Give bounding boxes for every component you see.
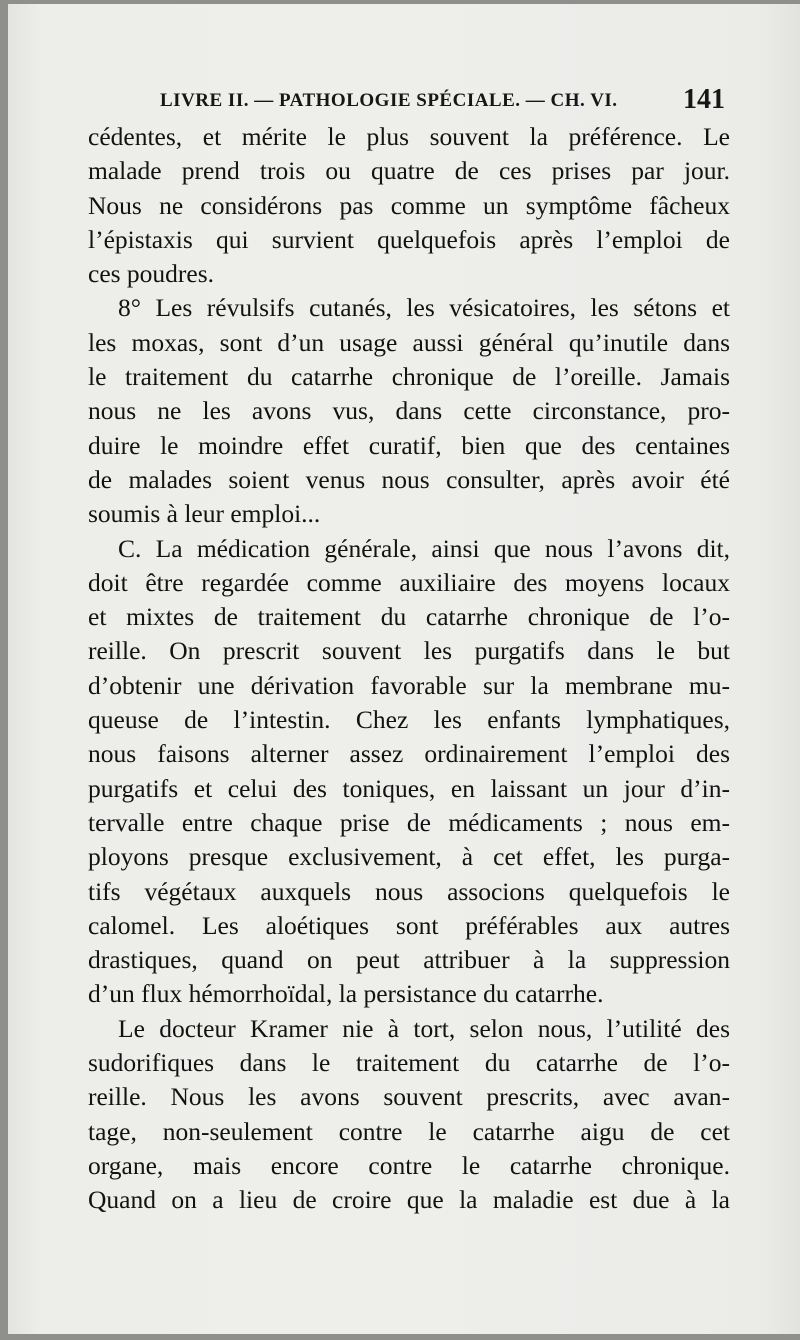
text-line: drastiques, quand on peut attribuer à la suppression [88,945,730,975]
text-line: organe, mais encore contre le catarrhe chronique. [88,1150,730,1180]
text-line: queuse de l’intestin. Chez les enfants lymphatiques, [88,705,730,735]
text-line: duire le moindre effet curatif, bien que des centaines [88,430,730,460]
text-line: reille. Nous les avons souvent prescrits, avec avan- [88,1082,730,1112]
text-line: les moxas, sont d’un usage aussi général qu’inutile dans [88,327,730,357]
text-line: et mixtes de traitement du catarrhe chronique de l’o- [88,602,730,632]
book-page [8,4,800,1334]
text-line: cédentes, et mérite le plus souvent la préférence. Le [88,122,730,151]
text-line: ployons presque exclusivement, à cet effet, les purga- [88,842,730,872]
page-header [160,84,725,120]
text-line: malade prend trois ou quatre de ces prises par jour. [88,156,730,186]
text-line: soumis à leur emploi... [88,499,321,529]
text-line: nous faisons alterner assez ordinairement l’emploi des [88,739,730,769]
text-line: sudorifiques dans le traitement du catarrhe de l’o- [88,1048,730,1078]
text-line: Le docteur Kramer nie à tort, selon nous, l’utilité des [118,1013,730,1043]
text-line: l’épistaxis qui survient quelquefois après l’emploi de [88,224,730,254]
text-line: tervalle entre chaque prise de médicaments ; nous em- [88,807,730,837]
text-line: de malades soient venus nous consulter, après avoir été [88,464,730,494]
text-line: ces poudres. [88,259,215,289]
page-number: 141 [683,84,725,115]
text-line: d’obtenir une dérivation favorable sur la membrane mu- [88,670,730,700]
text-line: tifs végétaux auxquels nous associons quelquefois le [88,876,730,906]
text-line: calomel. Les aloétiques sont préférables aux autres [88,910,730,940]
text-line: tage, non-seulement contre le catarrhe aigu de cet [88,1116,730,1146]
text-line: 8° Les révulsifs cutanés, les vésicatoires, les sétons et [118,293,730,323]
running-head: LIVRE II. — PATHOLOGIE SPÉCIALE. — CH. VI. [160,90,618,111]
text-line: nous ne les avons vus, dans cette circonstance, pro- [88,396,730,426]
text-line: Quand on a lieu de croire que la maladie est due à la [88,1185,730,1215]
text-line: Nous ne considérons pas comme un symptôme fâcheux [88,190,730,220]
text-line: d’un flux hémorrhoïdal, la persistance du catarrhe. [88,979,604,1009]
text-line: doit être regardée comme auxiliaire des moyens locaux [88,567,730,597]
text-line: reille. On prescrit souvent les purgatifs dans le but [88,636,730,666]
text-line: C. La médication générale, ainsi que nous l’avons dit, [118,533,730,563]
text-line: le traitement du catarrhe chronique de l’oreille. Jamais [88,362,730,392]
text-line: purgatifs et celui des toniques, en laissant un jour d’in- [88,773,730,803]
body-text [88,120,730,1218]
